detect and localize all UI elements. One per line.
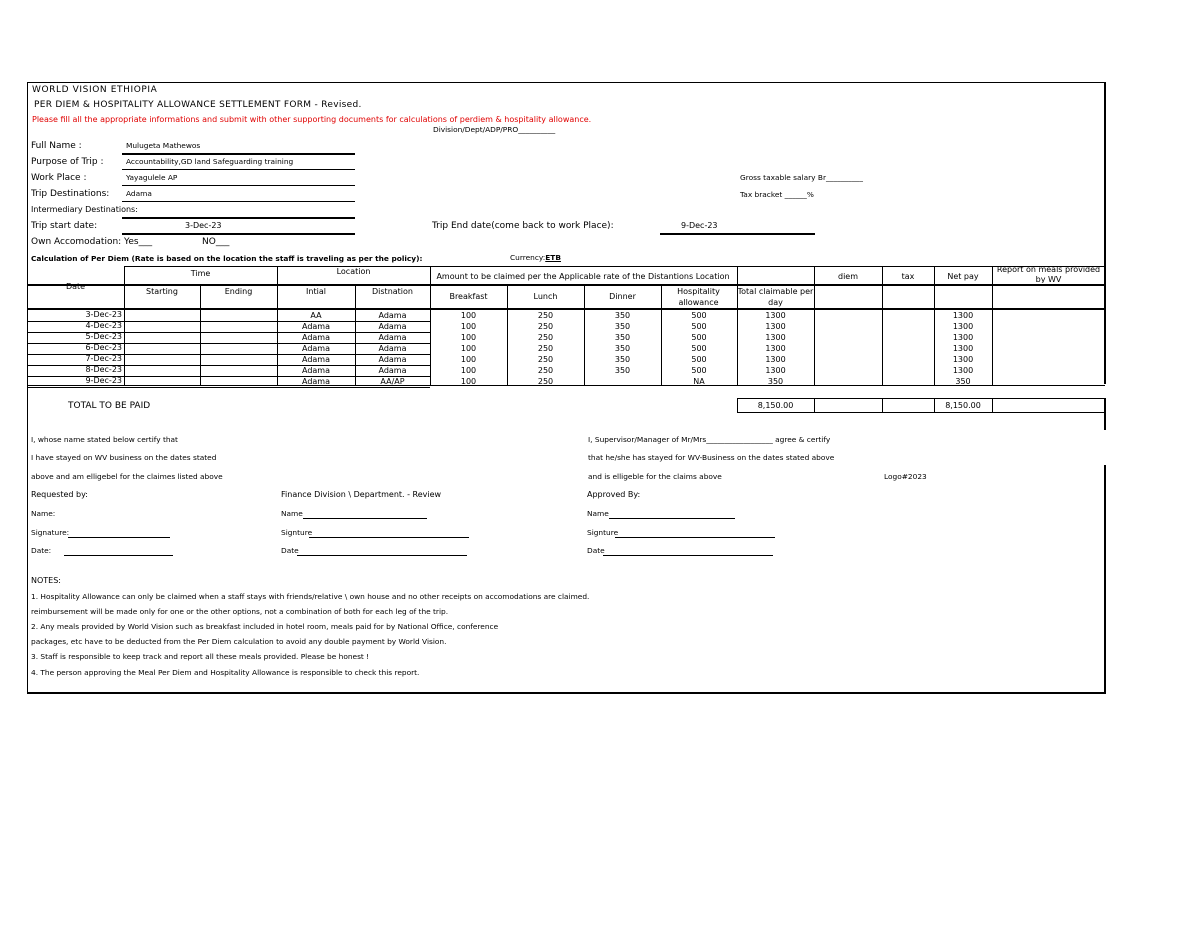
notes-title: NOTES: [31,576,61,585]
note-2b: packages, etc have to be deducted from the Per Diem calculation to avoid any double payment by World Vision. [31,637,447,646]
row-lunch: 250 [537,311,554,320]
frame-right-border [1104,82,1106,384]
destination-underline [122,201,355,202]
row-total: 1300 [765,333,786,342]
certify-right-2: that he/she has stayed for WV-Business on the dates stated above [588,453,835,462]
frame-bottom-border [27,692,1106,694]
row-lunch: 250 [537,366,554,375]
row-hosp: 500 [691,311,707,320]
row-lunch: 250 [537,344,554,353]
row-net: 1300 [952,344,974,353]
row-initial: Adama [301,366,330,375]
table-mid-header-line [27,284,1105,286]
instruction-text: Please fill all the appropriate informations and submit with other supporting documents for calculations of perdiem & hospitality allowance. [32,115,592,124]
row-initial: Adama [301,344,330,353]
requester-signature-label: Signature: [31,528,70,537]
row-hosp: 500 [691,344,707,353]
total-box-div4 [992,398,993,413]
finance-signature-label: Signture [281,528,313,537]
col-header-net-pay: Net pay [947,272,979,281]
col-header-starting: Starting [146,287,178,296]
total-box-div2 [882,398,883,413]
col-header-report: Report on meals provided by WV [996,265,1101,283]
row-net: 1300 [952,333,974,342]
col-header-destination: Distnation [372,287,413,296]
intermediary-underline [122,217,355,219]
table-col-line [992,266,993,385]
table-col-line [124,266,125,385]
frame-top-border [27,82,1105,83]
finance-review-label: Finance Division \ Department. - Review [281,490,442,499]
end-date-value[interactable]: 9-Dec-23 [681,221,718,230]
own-accommodation-no: NO___ [202,237,230,247]
table-col-line [882,266,883,385]
row-dinner: 350 [614,322,631,331]
row-dest: Adama [378,366,407,375]
row-separator [27,387,430,388]
note-2: 2. Any meals provided by World Vision such as breakfast included in hotel room, meals paid for by National Office, conference [31,622,499,631]
row-initial: Adama [301,355,330,364]
row-bf: 100 [460,333,477,342]
row-initial: Adama [301,322,330,331]
row-date: 4-Dec-23 [85,321,122,330]
own-accommodation-label: Own Accomodation: Yes___ [31,237,153,247]
requested-by-label: Requested by: [31,490,88,499]
currency-label [510,254,561,261]
row-total: 1300 [765,344,786,353]
row-bf: 100 [460,366,477,375]
purpose-label: Purpose of Trip : [31,157,104,167]
row-dinner: 350 [614,333,631,342]
certify-left-2: I have stayed on WV business on the dates stated [31,453,217,462]
col-header-tax: tax [901,272,915,281]
row-initial: Adama [301,333,330,342]
col-header-lunch: Lunch [533,292,558,301]
row-bf: 100 [460,322,477,331]
row-lunch: 250 [537,322,554,331]
approver-name-label: Name [587,509,609,518]
note-4: 4. The person approving the Meal Per Diem and Hospitality Allowance is responsible to check this report. [31,668,420,677]
requester-signature-line[interactable] [68,537,170,538]
start-date-underline [122,233,355,235]
full-name-label: Full Name : [31,141,82,151]
currency-value: ETB [545,253,561,262]
row-net: 350 [955,377,971,386]
row-bf: 100 [460,311,477,320]
note-1: 1. Hospitality Allowance can only be claimed when a staff stays with friends/relative \ own house and no other receipts on accomodations are claimed. [31,592,590,601]
row-dinner: 350 [614,311,631,320]
row-hosp: NA [693,377,705,386]
table-header-bottom-line [27,308,1105,310]
col-header-diem: diem [837,272,858,281]
row-dinner: 350 [614,366,631,375]
logo-reference: Logo#2023 [884,472,927,481]
start-date-value[interactable]: 3-Dec-23 [185,221,222,230]
row-dest: AA/AP [380,377,405,386]
finance-date-line[interactable] [297,555,467,556]
row-lunch: 250 [537,377,554,386]
row-net: 1300 [952,355,974,364]
finance-name-label: Name [281,509,303,518]
division-field: Division/Dept/ADP/PRO__________ [433,125,556,134]
row-total: 350 [767,377,784,386]
approver-date-label: Date [587,546,605,555]
row-hosp: 500 [691,366,707,375]
start-date-label: Trip start date: [31,221,98,231]
work-place-value[interactable]: Yayagulele AP [126,173,178,182]
requester-date-label: Date: [31,546,52,555]
table-subcol-line [200,284,201,385]
table-col-line [814,266,815,385]
certify-right-3: and is elligeble for the claims above [588,472,722,481]
row-initial: AA [310,311,322,320]
col-header-total-claimable: Total claimable per day [737,287,814,307]
row-date: 6-Dec-23 [85,343,122,352]
row-dest: Adama [378,355,407,364]
row-date: 3-Dec-23 [85,310,122,319]
approved-by-label: Approved By: [587,490,641,499]
row-date: 5-Dec-23 [85,332,122,341]
total-net-pay-value: 8,150.00 [945,401,981,410]
form-title: PER DIEM & HOSPITALITY ALLOWANCE SETTLEMENT FORM - Revised. [34,100,362,110]
full-name-value[interactable]: Mulugeta Mathewos [126,141,201,150]
approver-date-line[interactable] [603,555,773,556]
col-header-time: Time [190,269,211,278]
note-1b: reimbursement will be made only for one or the other options, not a combination of both for each leg of the trip. [31,607,449,616]
row-dinner: 350 [614,344,631,353]
calculation-label: Calculation of Per Diem (Rate is based on the location the staff is traveling as per the policy): [31,254,423,263]
total-label: TOTAL TO BE PAID [68,401,151,411]
row-lunch: 250 [537,333,554,342]
tax-bracket-field: Tax bracket ______% [740,190,814,199]
row-hosp: 500 [691,322,707,331]
destination-value[interactable]: Adama [126,189,152,198]
row-bf: 100 [460,377,477,386]
row-dest: Adama [378,333,407,342]
approver-signature-line[interactable] [615,537,775,538]
gross-salary-field: Gross taxable salary Br__________ [740,173,863,182]
purpose-underline [122,169,355,170]
row-initial: Adama [301,377,330,386]
row-total: 1300 [765,366,786,375]
intermediary-label: Intermediary Destinations: [31,205,138,214]
certify-left-3: above and am elligebel for the claimes listed above [31,472,223,481]
col-header-date: Date [65,282,86,291]
col-header-initial: Intial [306,287,326,296]
row-total: 1300 [765,311,786,320]
row-total: 1300 [765,322,786,331]
end-date-underline [660,233,815,235]
row-date: 7-Dec-23 [85,354,122,363]
approver-signature-label: Signture [587,528,619,537]
requester-name-label: Name: [31,509,56,518]
certify-right-1: I, Supervisor/Manager of Mr/Mrs__________________ agree & certify [588,435,831,444]
row-bf: 100 [460,344,477,353]
row-net: 1300 [952,311,974,320]
finance-name-line[interactable] [303,518,427,519]
row-dest: Adama [378,311,407,320]
approver-name-line[interactable] [609,518,735,519]
row-dest: Adama [378,322,407,331]
table-top-line [124,266,1105,267]
col-header-breakfast: Breakfast [449,292,488,301]
purpose-value[interactable]: Accountability,GD land Safeguarding training [126,157,294,166]
row-date: 8-Dec-23 [85,365,122,374]
finance-date-label: Date [281,546,299,555]
currency-label-text: Currency: [510,253,546,262]
row-lunch: 250 [537,355,554,364]
row-hosp: 500 [691,355,707,364]
row-bf: 100 [460,355,477,364]
frame-right-border-bottom [1104,465,1106,693]
destination-label: Trip Destinations: [31,189,110,199]
end-date-label: Trip End date(come back to work Place): [432,221,614,231]
col-header-ending: Ending [224,287,253,296]
certify-left-1: I, whose name stated below certify that [31,435,178,444]
col-header-hospitality: Hospitality allowance [677,287,720,307]
row-dest: Adama [378,344,407,353]
col-header-amount: Amount to be claimed per the Applicable rate of the Distantions Location [436,272,730,281]
col-header-dinner: Dinner [609,292,636,301]
requester-date-line[interactable] [64,555,173,556]
row-total: 1300 [765,355,786,364]
row-date: 9-Dec-23 [85,376,122,385]
total-box-div1 [814,398,815,413]
finance-signature-line[interactable] [309,537,469,538]
row-net: 1300 [952,366,974,375]
col-header-location: Location [336,267,371,276]
note-3: 3. Staff is responsible to keep track and report all these meals provided. Please be honest ! [31,652,370,661]
work-place-label: Work Place : [31,173,87,183]
org-name: WORLD VISION ETHIOPIA [32,85,158,95]
row-dinner: 350 [614,355,631,364]
row-hosp: 500 [691,333,707,342]
work-place-underline [122,185,355,186]
row-net: 1300 [952,322,974,331]
full-name-underline [122,153,355,155]
total-claimable-value: 8,150.00 [757,401,794,410]
